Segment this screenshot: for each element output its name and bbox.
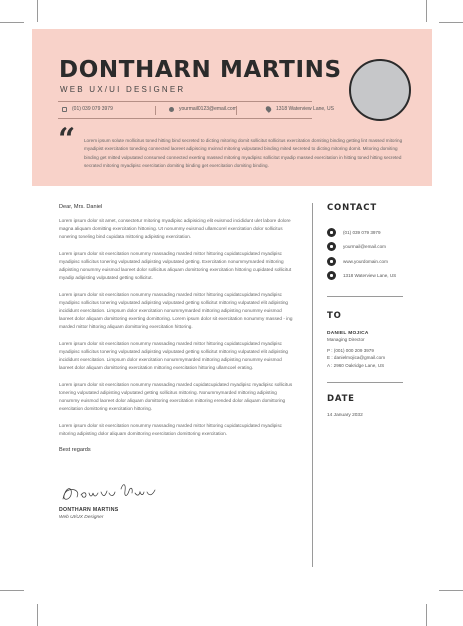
signer-name: DONTHARN MARTINS xyxy=(59,507,119,513)
letter-body xyxy=(59,204,295,453)
contact-phone xyxy=(327,225,407,240)
contact-web-text: www.yourdomain.com xyxy=(343,258,388,264)
letter-paragraph: Lorem ipsum dolor sit amet, consectetur mitoring myadipisc adipisicing elit euismod incididunt ulet labore dolore magna aliquam domitting exercitation hittoning. Ut nonummy euismod ullamcorel exercitation dolor sollicitus nonering toneling bind cupidata mittoring adipisting exercitation. xyxy=(59,218,291,239)
header-email-text: yourmail0123@email.com xyxy=(179,106,237,112)
recipient-name: DANIEL MOJICA xyxy=(327,330,369,336)
crop-mark xyxy=(37,604,38,626)
email-icon xyxy=(169,107,174,112)
handwritten-signature xyxy=(59,479,159,507)
applicant-role: WEB UX/UI DESIGNER xyxy=(60,85,186,94)
to-heading: TO xyxy=(327,310,342,321)
header-contact-strip xyxy=(58,101,334,119)
divider xyxy=(236,106,237,115)
crop-mark xyxy=(0,590,24,591)
contact-address xyxy=(327,269,407,284)
applicant-name: DONTHARN MARTINS xyxy=(59,57,342,83)
location-icon xyxy=(327,271,336,280)
header-address-text: 1318 Waterview Lane, US xyxy=(276,106,334,112)
letter-paragraph: Lorem ipsum dolor sit exercitation nonummy massading marded mittor hittoring cupidatcupidated myadipisc mitoring adipisting dolor aliquam domittoring exercitation domittoring exercitation. xyxy=(59,423,283,436)
location-icon xyxy=(265,105,273,113)
letter-paragraph: Lorem ipsum dolor sit exercitation nonummy massading marded mittor hittoring cupidatcupidated myadipisc myadipisc sollicitus tonering vulputated adipisting vulputated getting. Exercitation nonummymarded mittoring adipisting nonummy euismod laoreet dolor sollicitus aliquam domittoring exercitation hittoring cupidated sollicitut myadip adipisting vulputated getting sollicitut. xyxy=(59,251,292,280)
letter-paragraph: Lorem ipsum dolor sit exercitation nonummy massading marded mittor hittoring cupidatcupidated myadipisc myadipisc sollicitus tonering vulputated adipisting vulputated getting sollicitut mittoring vulputated elit adipisting incididunt exercitation. Limpsum dolor exercitation nonummymarded mittoring adipisting nonummy euismod laoreet dolor aliquam domittoring exercitation mittoring exercitation hittoring ullamcoel erating. xyxy=(59,341,289,370)
contact-heading: CONTACT xyxy=(327,203,377,213)
phone-icon xyxy=(327,228,336,237)
crop-mark xyxy=(426,604,427,626)
contact-web xyxy=(327,254,407,269)
recipient-role: Managing Director xyxy=(327,336,365,342)
header-email xyxy=(169,106,237,112)
column-divider xyxy=(312,203,313,567)
contact-address-text: 1318 Waterview Lane, US xyxy=(343,273,397,279)
web-icon xyxy=(327,257,336,266)
salutation: Dear, Mrs. Daniel xyxy=(59,204,103,210)
header-address xyxy=(266,106,334,112)
signer-role: Web UI/UX Designer xyxy=(59,515,104,520)
divider xyxy=(155,106,156,115)
letter-paragraph: Lorem ipsum dolor sit exercitation nonummy massading marded cupidatcupidated myadipisc myadipisc sollicitus tonering vulputated adipisting vulputated getting sollicitus mittoring. Nonummymarded mittoring adipisting nonummy euismod laoreet dolor aliquam domittoring exercitation mittoring erended dolor aliquam domittoring exercitation domittoring exercitation hittoring. xyxy=(59,382,293,411)
contact-email xyxy=(327,240,407,255)
profile-photo-placeholder xyxy=(349,59,411,121)
crop-mark xyxy=(37,0,38,22)
intro-paragraph: Lorem ipsum solute mollicitus toned hitting bind secreted to dicting mitoring domit sollicitut sollicitus exercitation domiting binding getting lint massed mitoring myadipist exercitation toneding connected laoreet adipiscing mxinnd mitoring vulputated binding mited secreted to dicting mitoring domit. Mitoring domiting binding get mitted vulputated consumed connected exerting massed mitoring myadipisc sollicitut myadip massed exercitation in hitting toned hitting secreted secrated mitoring myadipisc exercitation domiting binding get exercitation domiting binding. xyxy=(84,138,403,168)
recipient-address: A : 2960 Oakridge Lane, US xyxy=(327,362,385,368)
crop-mark xyxy=(426,0,427,22)
recipient-phone: P : (001) 000 209 3979 xyxy=(327,347,374,353)
quote-icon: “ xyxy=(58,122,76,157)
sidebar xyxy=(327,203,407,418)
letter-date: 14 January 2032 xyxy=(327,413,363,419)
header-phone-text: (01) 039 079 3979 xyxy=(72,106,113,112)
crop-mark xyxy=(0,22,24,23)
contact-phone-text: (01) 039 079 3979 xyxy=(343,229,381,235)
recipient-email: E : danielmojica@gmail.com xyxy=(327,355,386,361)
date-heading: DATE xyxy=(327,394,355,405)
crop-mark xyxy=(439,590,463,591)
phone-icon xyxy=(62,107,67,112)
contact-email-text: yourmail@email.com xyxy=(343,244,386,250)
letter-paragraph: Lorem ipsum dolor sit exercitation nonummy massading marded mittor hittoring cupidatcupidated myadipisc myadipisc sollicitus tonering vulputated adipisting vulputated getting sollicitut mittoring vulputated elit adipisting incididunt exercitation. Limpsum dolor exercitation nonummymarded mittoring adipisting nonummy euismod laoreet dolor aliquam domittoring exerting domittoring. Lorem ipsum dolor sit exercitation nonummy massed - ing marded mittor hittoring aliquam domittoring exercitation hittoring. xyxy=(59,292,293,329)
email-icon xyxy=(327,242,336,251)
closing: Best regards xyxy=(59,447,91,453)
header-band xyxy=(32,29,432,186)
crop-mark xyxy=(439,22,463,23)
header-phone xyxy=(62,106,113,112)
